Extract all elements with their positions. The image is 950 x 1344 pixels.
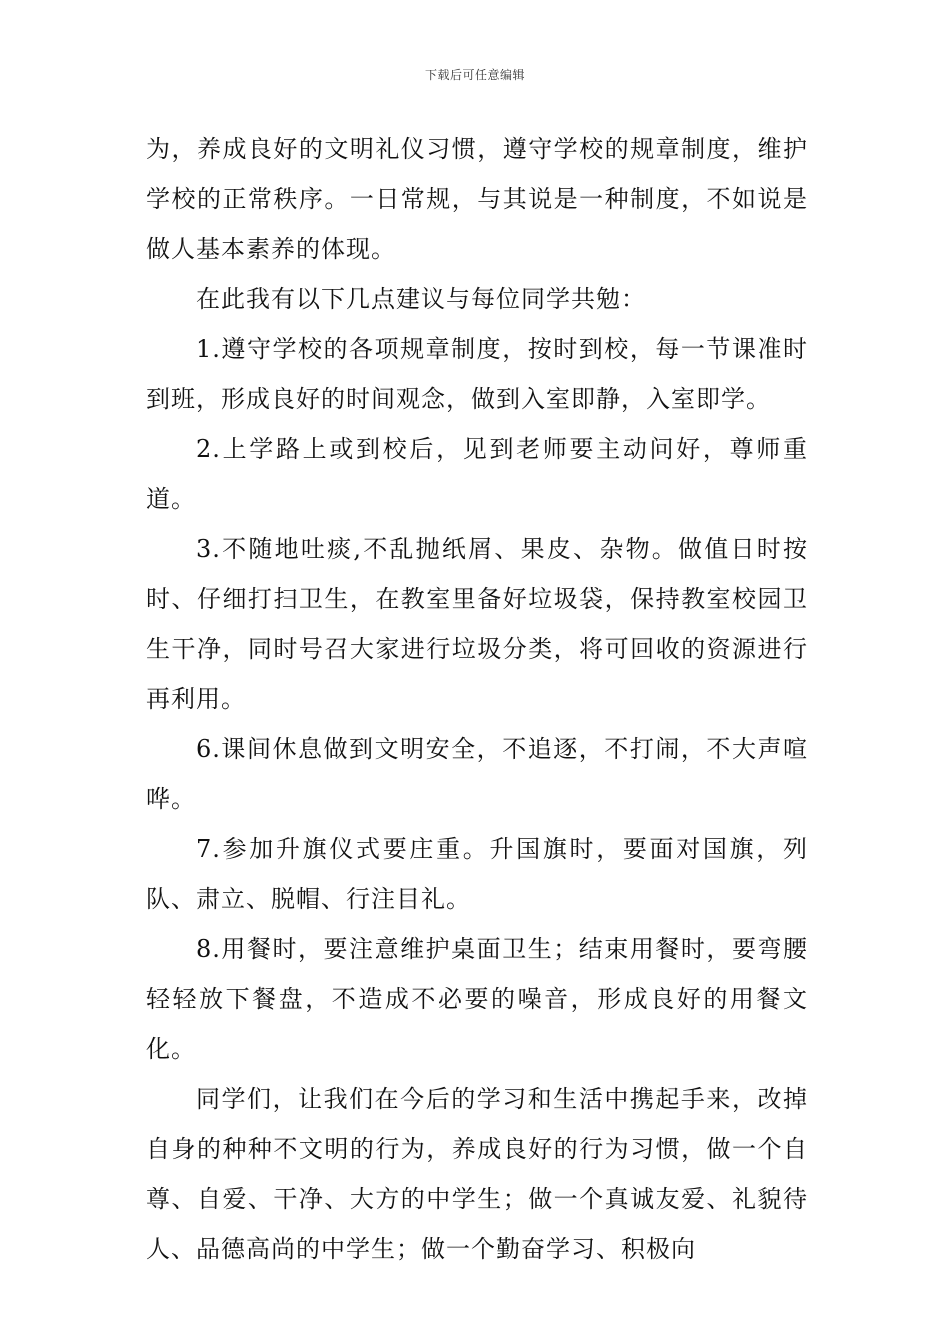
paragraph: 为，养成良好的文明礼仪习惯，遵守学校的规章制度，维护学校的正常秩序。一日常规，与其说是一种制度，不如说是做人基本素养的体现。 <box>146 135 808 263</box>
paragraph: 同学们，让我们在今后的学习和生活中携起手来，改掉自身的种种不文明的行为，养成良好的行为习惯，做一个自尊、自爱、干净、大方的中学生；做一个真诚友爱、礼貌待人、品德高尚的中学生；做一个勤奋学习、积极向 <box>146 1085 808 1263</box>
paragraph: 6.课间休息做到文明安全，不追逐，不打闹，不大声喧哗。 <box>146 735 808 813</box>
paragraph: 7.参加升旗仪式要庄重。升国旗时，要面对国旗，列队、肃立、脱帽、行注目礼。 <box>146 835 808 913</box>
paragraph: 2.上学路上或到校后，见到老师要主动问好，尊师重道。 <box>146 435 808 513</box>
paragraph: 3.不随地吐痰,不乱抛纸屑、果皮、杂物。做值日时按时、仔细打扫卫生，在教室里备好垃圾袋，保持教室校园卫生干净，同时号召大家进行垃圾分类，将可回收的资源进行再利用。 <box>146 535 808 713</box>
paragraph: 8.用餐时，要注意维护桌面卫生；结束用餐时，要弯腰轻轻放下餐盘，不造成不必要的噪音，形成良好的用餐文化。 <box>146 935 808 1063</box>
page-header: 下载后可任意编辑 <box>424 68 525 82</box>
paragraph: 1.遵守学校的各项规章制度，按时到校，每一节课准时到班，形成良好的时间观念，做到入室即静，入室即学。 <box>146 335 808 413</box>
document-body <box>146 124 808 1274</box>
paragraph: 在此我有以下几点建议与每位同学共勉： <box>196 285 646 313</box>
